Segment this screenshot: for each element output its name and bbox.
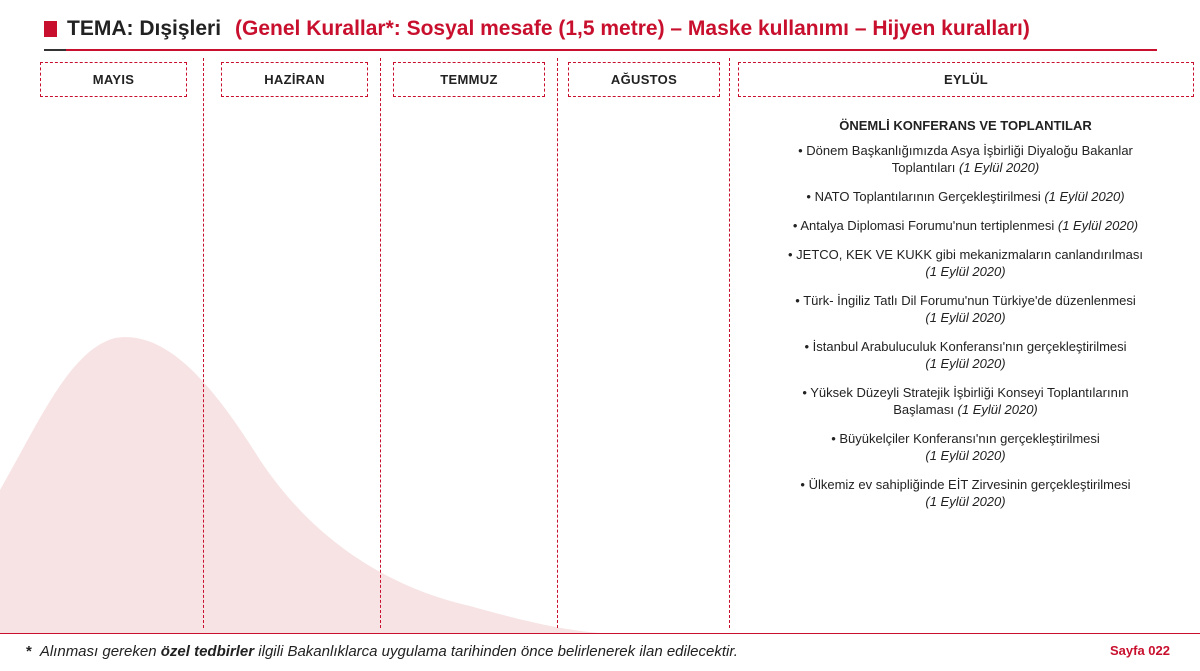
- event-item: [738, 188, 1193, 205]
- event-text: • Ülkemiz ev sahipliğinde EİT Zirvesinin gerçekleştirilmesi: [800, 477, 1131, 492]
- event-item: [738, 338, 1193, 372]
- event-text: • Yüksek Düzeyli Stratejik İşbirliği Konseyi Toplantılarının: [802, 385, 1129, 400]
- column-divider: [729, 58, 730, 628]
- event-item: [738, 217, 1193, 234]
- event-text: • İstanbul Arabuluculuk Konferansı'nın gerçekleştirilmesi: [804, 339, 1127, 354]
- footnote-text: Alınması gereken: [39, 643, 161, 660]
- event-date: (1 Eylül 2020): [925, 310, 1006, 325]
- event-date: (1 Eylül 2020): [957, 402, 1038, 417]
- event-item: [738, 292, 1193, 326]
- general-rules: (Genel Kurallar*: Sosyal mesafe (1,5 metre) – Maske kullanımı – Hijyen kuralları): [235, 17, 1030, 40]
- footnote-marker: *: [26, 643, 32, 660]
- event-text: Başlaması: [893, 402, 958, 417]
- event-item: [738, 384, 1193, 418]
- event-text: Toplantıları: [891, 160, 959, 175]
- event-date: (1 Eylül 2020): [1057, 218, 1139, 233]
- event-item: [738, 246, 1193, 280]
- event-text: • NATO Toplantılarının Gerçekleştirilmesi: [806, 189, 1045, 204]
- page-header: [44, 14, 1030, 44]
- event-date: (1 Eylül 2020): [925, 448, 1006, 463]
- event-date: (1 Eylül 2020): [925, 494, 1006, 509]
- event-item: [738, 142, 1193, 176]
- event-date: (1 Eylül 2020): [958, 160, 1040, 175]
- footnote: [26, 643, 738, 660]
- event-text: • Antalya Diplomasi Forumu'nun tertiplenmesi: [792, 218, 1058, 233]
- footer-divider: [0, 633, 1200, 634]
- event-text: • Türk- İngiliz Tatlı Dil Forumu'nun Türkiye'de düzenlenmesi: [795, 293, 1136, 308]
- event-date: (1 Eylül 2020): [925, 356, 1006, 371]
- month-header-july: TEMMUZ: [393, 62, 545, 97]
- footnote-emphasis: özel tedbirler: [160, 643, 255, 660]
- header-underline-dark: [44, 49, 66, 51]
- event-item: [738, 476, 1193, 510]
- header-square-icon: [44, 21, 57, 37]
- header-underline: [66, 49, 1157, 51]
- september-events: [738, 118, 1193, 522]
- event-text: • Büyükelçiler Konferansı'nın gerçekleştirilmesi: [831, 431, 1100, 446]
- event-text: • Dönem Başkanlığımızda Asya İşbirliği Diyaloğu Bakanlar: [798, 143, 1133, 158]
- event-date: (1 Eylül 2020): [1044, 189, 1125, 204]
- column-divider: [203, 58, 204, 628]
- topic-title: TEMA: Dışişleri: [67, 17, 222, 40]
- column-divider: [380, 58, 381, 628]
- events-heading: ÖNEMLİ KONFERANS VE TOPLANTILAR: [839, 118, 1092, 133]
- month-header-june: HAZİRAN: [221, 62, 368, 97]
- event-date: (1 Eylül 2020): [925, 264, 1006, 279]
- event-text: • JETCO, KEK VE KUKK gibi mekanizmaların canlandırılması: [788, 247, 1143, 262]
- month-header-september: EYLÜL: [738, 62, 1194, 97]
- footnote-text-end: ilgili Bakanlıklarca uygulama tarihinden önce belirlenerek ilan edilecektir.: [254, 643, 738, 660]
- column-divider: [557, 58, 558, 628]
- event-item: [738, 430, 1193, 464]
- page-number: Sayfa 022: [1110, 643, 1170, 658]
- month-header-august: AĞUSTOS: [568, 62, 720, 97]
- month-header-may: MAYIS: [40, 62, 187, 97]
